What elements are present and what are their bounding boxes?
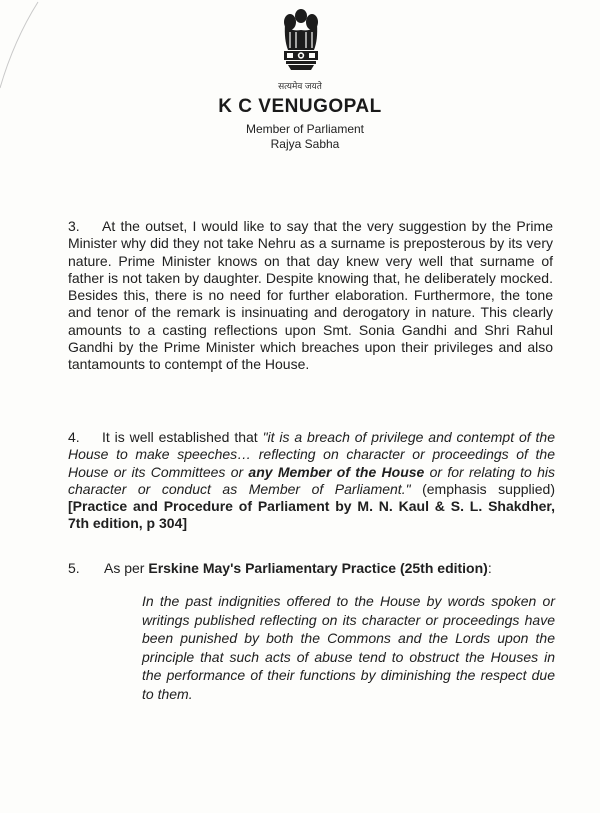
quoted-text: "it is a breach of privilege and contempt of the House to make speeches… reflecting on character or proceedings of the House or its Committees or bbox=[68, 429, 555, 480]
emphasized-quote: any Member of the House bbox=[248, 463, 425, 480]
paragraph-5 bbox=[68, 560, 555, 577]
paragraph-lead: As per bbox=[104, 560, 149, 576]
national-emblem-icon bbox=[276, 6, 326, 86]
letterhead-house: Rajya Sabha bbox=[270, 137, 340, 151]
emphasis-note: (emphasis supplied) bbox=[410, 480, 555, 497]
paragraph-number: 3. bbox=[68, 218, 80, 234]
quoted-text-end: or for relating to his character or conduct as Member of Parliament." bbox=[68, 463, 555, 497]
paragraph-number: 5. bbox=[68, 560, 80, 576]
citation: [Practice and Procedure of Parliament by M. N. Kaul & S. L. Shakdher, 7th edition, p 304] bbox=[68, 498, 555, 532]
letterhead-designation: Member of Parliament bbox=[245, 122, 365, 136]
paragraph-text: At the outset, I would like to say that the very suggestion by the Prime Minister why did they not take Nehru as a surname is preposterous by its very nature. Prime Minister knows on that day knew very well that surname of father is not taken by daughter. Despite knowing that, he deliberately mocked. Besides this, there is no need for further elaboration. Furthermore, the tone and tenor of the remark is insinuating and derogatory in nature. This clearly amounts to a casting reflections upon Smt. Sonia Gandhi and Shri Rahul Gandhi by the Prime Minister which breaches upon their privileges and also tantamounts to contempt of the House. bbox=[68, 218, 553, 373]
paragraph-4 bbox=[68, 429, 555, 533]
letterhead-name: K C VENUGOPAL bbox=[218, 96, 382, 117]
paragraph-lead: It is well established that bbox=[102, 429, 263, 445]
source-title: Erskine May's Parliamentary Practice (25th edition) bbox=[148, 560, 488, 576]
block-quote: In the past indignities offered to the House by words spoken or writings published reflecting on its character or proceedings have been punished by both the Commons and the Lords upon the principle that such acts of abuse tend to obstruct the Houses in the performance of their functions by diminishing the respect due to them. bbox=[142, 593, 555, 702]
emblem-motto: सत्यमेव जयते bbox=[278, 81, 322, 91]
paragraph-3 bbox=[68, 218, 553, 374]
paragraph-number: 4. bbox=[68, 429, 80, 445]
source-colon: : bbox=[487, 560, 492, 576]
scan-edge-line bbox=[0, 0, 40, 90]
